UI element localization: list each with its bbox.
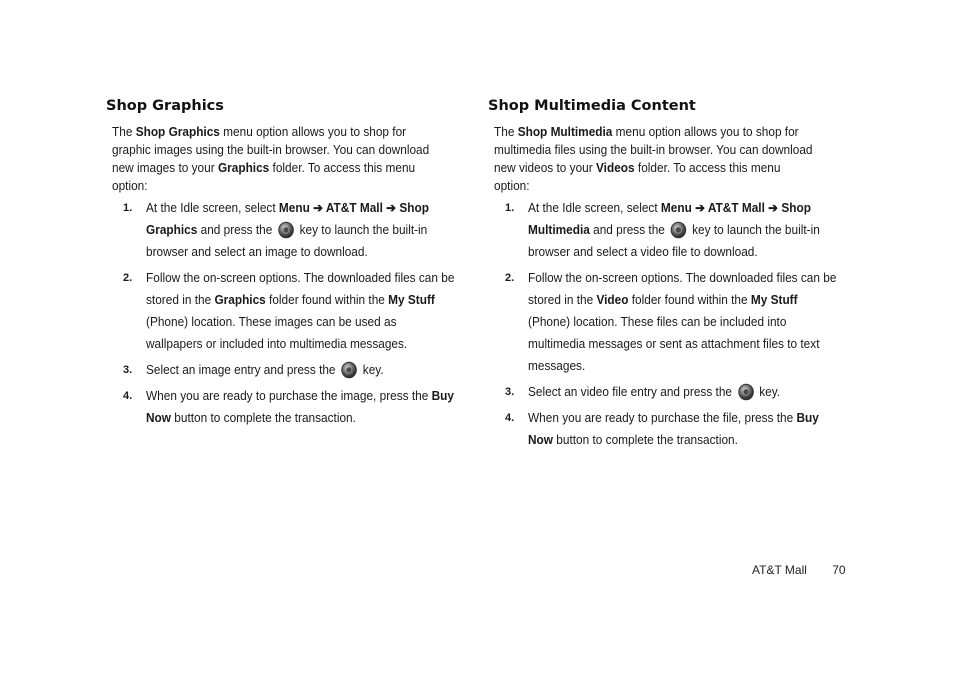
- nav-key-icon: [278, 221, 295, 239]
- nav-key-icon: [341, 361, 358, 379]
- left-column: [106, 96, 456, 433]
- step-number: 4.: [505, 412, 515, 424]
- step-number: 2.: [123, 272, 133, 284]
- step-item: 3. Select an image entry and press the key.: [106, 359, 466, 381]
- steps-list: [106, 197, 456, 429]
- page-number: 70: [832, 563, 846, 577]
- footer-section-label: AT&T Mall: [752, 563, 807, 577]
- section-title-shop-graphics: Shop Graphics: [106, 98, 224, 114]
- step-item: 2. Follow the on-screen options. The downloaded files can be stored in the Graphics folder found within the My Stuff (Phone) location. These images can be used as wallpapers or included into multimedia messages.: [106, 267, 466, 355]
- step-number: 4.: [123, 390, 133, 402]
- step-item: 3. Select an video file entry and press the key.: [488, 381, 848, 403]
- step-number: 3.: [505, 386, 515, 398]
- step-number: 1.: [123, 202, 133, 214]
- step-item: 1. At the Idle screen, select Menu ➔ AT&T Mall ➔ Shop Graphics and press the key to launch the built-in browser and select an image to download.: [106, 197, 466, 263]
- step-item: 4. When you are ready to purchase the image, press the Buy Now button to complete the transaction.: [106, 385, 466, 429]
- step-number: 2.: [505, 272, 515, 284]
- step-number: 3.: [123, 364, 133, 376]
- nav-key-icon: [737, 383, 754, 401]
- steps-list: [488, 197, 838, 451]
- intro-paragraph: The Shop Multimedia menu option allows you to shop for multimedia files using the built-in browser. You can download new videos to your Videos folder. To access this menu option:: [494, 125, 813, 193]
- section-title-shop-multimedia: Shop Multimedia Content: [488, 98, 696, 114]
- intro-paragraph: The Shop Graphics menu option allows you to shop for graphic images using the built-in browser. You can download new images to your Graphics folder. To access this menu option:: [112, 125, 430, 193]
- right-column: [488, 96, 838, 455]
- step-number: 1.: [505, 202, 515, 214]
- step-item: 4. When you are ready to purchase the file, press the Buy Now button to complete the transaction.: [488, 407, 848, 451]
- page-footer: [752, 563, 846, 577]
- nav-key-icon: [670, 221, 687, 239]
- step-item: 1. At the Idle screen, select Menu ➔ AT&T Mall ➔ Shop Multimedia and press the key to launch the built-in browser and select a video file to download.: [488, 197, 848, 263]
- step-item: 2. Follow the on-screen options. The downloaded files can be stored in the Video folder found within the My Stuff (Phone) location. These files can be included into multimedia messages or sent as attachment files to text messages.: [488, 267, 848, 377]
